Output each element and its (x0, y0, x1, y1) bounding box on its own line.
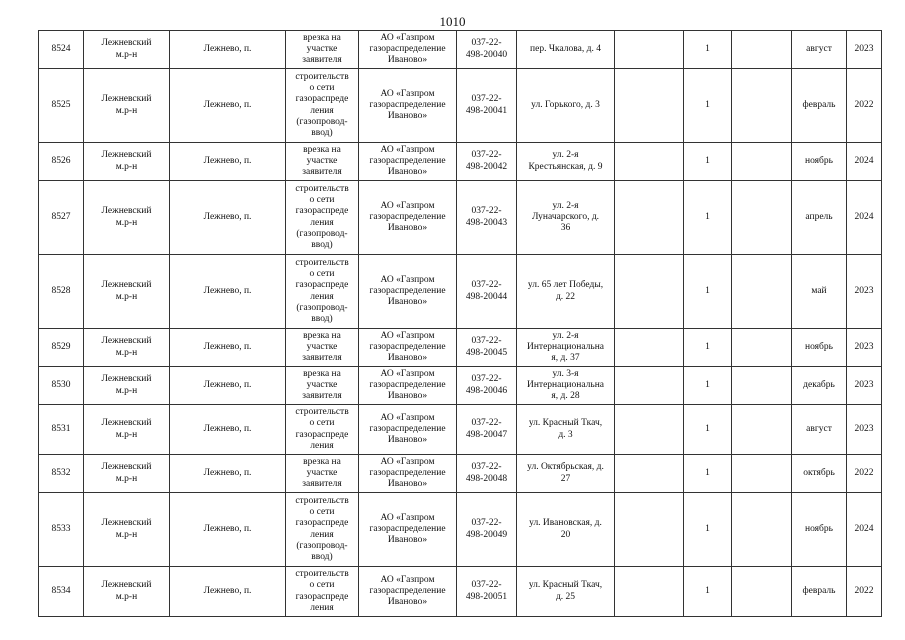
address-cell: ул. 65 лет Победы, д. 22 (517, 255, 615, 329)
empty-cell (732, 255, 792, 329)
object-code-cell: 037-22- 498-20046 (457, 367, 517, 405)
empty-cell (732, 405, 792, 455)
district-cell: Лежневский м.р-н (84, 143, 170, 181)
row-number: 8527 (39, 181, 84, 255)
locality-cell: Лежнево, п. (170, 329, 286, 367)
object-code-cell: 037-22- 498-20044 (457, 255, 517, 329)
empty-cell (732, 367, 792, 405)
work-type-cell: врезка на участке заявителя (286, 31, 359, 69)
year-cell: 2022 (847, 455, 882, 493)
table-row (39, 181, 882, 255)
month-cell: апрель (792, 181, 847, 255)
district-cell: Лежневский м.р-н (84, 69, 170, 143)
month-cell: декабрь (792, 367, 847, 405)
month-cell: август (792, 31, 847, 69)
organization-cell: АО «Газпром газораспределение Иваново» (359, 143, 457, 181)
row-number: 8534 (39, 567, 84, 617)
address-cell: ул. 3-я Интернациональна я, д. 28 (517, 367, 615, 405)
quantity-cell: 1 (684, 455, 732, 493)
address-cell: ул. Ивановская, д. 20 (517, 493, 615, 567)
locality-cell: Лежнево, п. (170, 405, 286, 455)
object-code-cell: 037-22- 498-20049 (457, 493, 517, 567)
locality-cell: Лежнево, п. (170, 69, 286, 143)
organization-cell: АО «Газпром газораспределение Иваново» (359, 329, 457, 367)
quantity-cell: 1 (684, 493, 732, 567)
district-cell: Лежневский м.р-н (84, 31, 170, 69)
empty-cell (615, 367, 684, 405)
year-cell: 2023 (847, 329, 882, 367)
empty-cell (732, 31, 792, 69)
work-type-cell: врезка на участке заявителя (286, 329, 359, 367)
locality-cell: Лежнево, п. (170, 143, 286, 181)
district-cell: Лежневский м.р-н (84, 567, 170, 617)
month-cell: ноябрь (792, 143, 847, 181)
object-code-cell: 037-22- 498-20051 (457, 567, 517, 617)
row-number: 8524 (39, 31, 84, 69)
organization-cell: АО «Газпром газораспределение Иваново» (359, 181, 457, 255)
year-cell: 2022 (847, 69, 882, 143)
object-code-cell: 037-22- 498-20041 (457, 69, 517, 143)
month-cell: май (792, 255, 847, 329)
year-cell: 2024 (847, 143, 882, 181)
table-row (39, 255, 882, 329)
year-cell: 2023 (847, 31, 882, 69)
district-cell: Лежневский м.р-н (84, 367, 170, 405)
month-cell: ноябрь (792, 493, 847, 567)
page-number: 1010 (439, 14, 466, 29)
district-cell: Лежневский м.р-н (84, 181, 170, 255)
table-row (39, 367, 882, 405)
work-type-cell: врезка на участке заявителя (286, 143, 359, 181)
registry-table (38, 30, 882, 617)
table-row (39, 405, 882, 455)
table-row (39, 329, 882, 367)
address-cell: пер. Чкалова, д. 4 (517, 31, 615, 69)
empty-cell (615, 493, 684, 567)
organization-cell: АО «Газпром газораспределение Иваново» (359, 367, 457, 405)
quantity-cell: 1 (684, 405, 732, 455)
row-number: 8531 (39, 405, 84, 455)
object-code-cell: 037-22- 498-20042 (457, 143, 517, 181)
object-code-cell: 037-22- 498-20047 (457, 405, 517, 455)
locality-cell: Лежнево, п. (170, 455, 286, 493)
object-code-cell: 037-22- 498-20045 (457, 329, 517, 367)
quantity-cell: 1 (684, 31, 732, 69)
object-code-cell: 037-22- 498-20040 (457, 31, 517, 69)
locality-cell: Лежнево, п. (170, 493, 286, 567)
district-cell: Лежневский м.р-н (84, 455, 170, 493)
object-code-cell: 037-22- 498-20048 (457, 455, 517, 493)
address-cell: ул. Горького, д. 3 (517, 69, 615, 143)
organization-cell: АО «Газпром газораспределение Иваново» (359, 567, 457, 617)
table-row (39, 567, 882, 617)
row-number: 8530 (39, 367, 84, 405)
empty-cell (615, 255, 684, 329)
empty-cell (732, 329, 792, 367)
organization-cell: АО «Газпром газораспределение Иваново» (359, 255, 457, 329)
organization-cell: АО «Газпром газораспределение Иваново» (359, 31, 457, 69)
address-cell: ул. Красный Ткач, д. 3 (517, 405, 615, 455)
address-cell: ул. Красный Ткач, д. 25 (517, 567, 615, 617)
quantity-cell: 1 (684, 143, 732, 181)
empty-cell (732, 493, 792, 567)
quantity-cell: 1 (684, 181, 732, 255)
organization-cell: АО «Газпром газораспределение Иваново» (359, 455, 457, 493)
empty-cell (615, 405, 684, 455)
work-type-cell: строительств о сети газораспреде ления (286, 567, 359, 617)
year-cell: 2024 (847, 181, 882, 255)
address-cell: ул. 2-я Луначарского, д. 36 (517, 181, 615, 255)
empty-cell (615, 31, 684, 69)
month-cell: октябрь (792, 455, 847, 493)
quantity-cell: 1 (684, 567, 732, 617)
locality-cell: Лежнево, п. (170, 31, 286, 69)
month-cell: февраль (792, 567, 847, 617)
quantity-cell: 1 (684, 69, 732, 143)
table-row (39, 31, 882, 69)
empty-cell (732, 143, 792, 181)
row-number: 8526 (39, 143, 84, 181)
empty-cell (615, 143, 684, 181)
month-cell: август (792, 405, 847, 455)
quantity-cell: 1 (684, 329, 732, 367)
work-type-cell: строительств о сети газораспреде ления (газопровод- ввод) (286, 255, 359, 329)
year-cell: 2023 (847, 367, 882, 405)
work-type-cell: строительств о сети газораспреде ления (газопровод- ввод) (286, 181, 359, 255)
district-cell: Лежневский м.р-н (84, 493, 170, 567)
empty-cell (732, 181, 792, 255)
address-cell: ул. 2-я Крестьянская, д. 9 (517, 143, 615, 181)
locality-cell: Лежнево, п. (170, 367, 286, 405)
month-cell: февраль (792, 69, 847, 143)
empty-cell (615, 69, 684, 143)
organization-cell: АО «Газпром газораспределение Иваново» (359, 405, 457, 455)
object-code-cell: 037-22- 498-20043 (457, 181, 517, 255)
locality-cell: Лежнево, п. (170, 181, 286, 255)
row-number: 8525 (39, 69, 84, 143)
month-cell: ноябрь (792, 329, 847, 367)
empty-cell (732, 567, 792, 617)
quantity-cell: 1 (684, 367, 732, 405)
district-cell: Лежневский м.р-н (84, 255, 170, 329)
district-cell: Лежневский м.р-н (84, 405, 170, 455)
year-cell: 2022 (847, 567, 882, 617)
table-row (39, 69, 882, 143)
empty-cell (615, 567, 684, 617)
work-type-cell: врезка на участке заявителя (286, 367, 359, 405)
empty-cell (615, 329, 684, 367)
organization-cell: АО «Газпром газораспределение Иваново» (359, 493, 457, 567)
empty-cell (732, 455, 792, 493)
row-number: 8533 (39, 493, 84, 567)
row-number: 8528 (39, 255, 84, 329)
empty-cell (732, 69, 792, 143)
empty-cell (615, 181, 684, 255)
year-cell: 2023 (847, 255, 882, 329)
row-number: 8529 (39, 329, 84, 367)
locality-cell: Лежнево, п. (170, 255, 286, 329)
table-row (39, 455, 882, 493)
address-cell: ул. Октябрьская, д. 27 (517, 455, 615, 493)
row-number: 8532 (39, 455, 84, 493)
work-type-cell: строительств о сети газораспреде ления (286, 405, 359, 455)
work-type-cell: строительств о сети газораспреде ления (газопровод- ввод) (286, 493, 359, 567)
organization-cell: АО «Газпром газораспределение Иваново» (359, 69, 457, 143)
locality-cell: Лежнево, п. (170, 567, 286, 617)
work-type-cell: врезка на участке заявителя (286, 455, 359, 493)
table-row (39, 493, 882, 567)
address-cell: ул. 2-я Интернациональна я, д. 37 (517, 329, 615, 367)
table-row (39, 143, 882, 181)
district-cell: Лежневский м.р-н (84, 329, 170, 367)
quantity-cell: 1 (684, 255, 732, 329)
work-type-cell: строительств о сети газораспреде ления (газопровод- ввод) (286, 69, 359, 143)
year-cell: 2023 (847, 405, 882, 455)
empty-cell (615, 455, 684, 493)
year-cell: 2024 (847, 493, 882, 567)
